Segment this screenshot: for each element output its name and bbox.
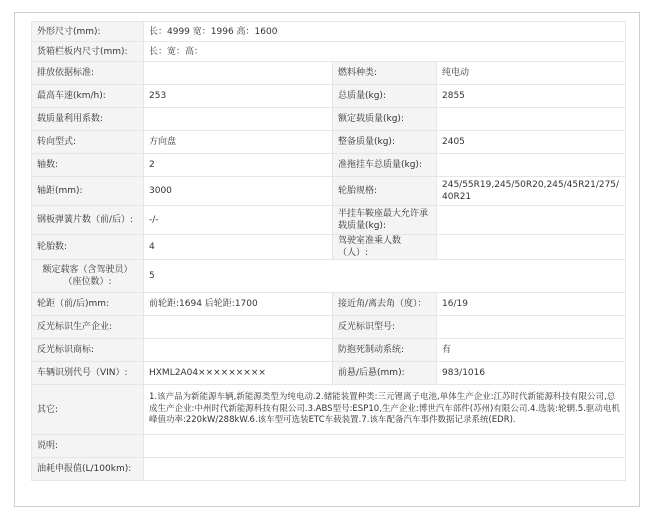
label-track: 轮距（前/后)mm: xyxy=(32,293,144,316)
label-fuel-type: 燃料种类: xyxy=(333,62,437,85)
label-tire-count: 轮胎数: xyxy=(32,235,144,260)
label-rated-load: 额定载质量(kg): xyxy=(333,108,437,131)
value-dimensions: 长：4999 宽：1996 高：1600 xyxy=(144,22,626,42)
value-steering: 方向盘 xyxy=(144,131,333,154)
label-vin: 车辆识别代号（VIN）: xyxy=(32,362,144,385)
label-springs: 钢板弹簧片数（前/后）: xyxy=(32,206,144,235)
value-rated-load xyxy=(437,108,626,131)
label-reflector-model: 反光标识型号: xyxy=(333,316,437,339)
label-total-mass: 总质量(kg): xyxy=(333,85,437,108)
value-approach-angle: 16/19 xyxy=(437,293,626,316)
label-trailer-mass: 准拖挂车总质量(kg): xyxy=(333,154,437,177)
label-reflector-brand: 反光标识商标: xyxy=(32,339,144,362)
value-reflector-maker xyxy=(144,316,333,339)
value-max-speed: 253 xyxy=(144,85,333,108)
value-total-mass: 2855 xyxy=(437,85,626,108)
label-notes: 说明: xyxy=(32,435,144,458)
value-reflector-brand xyxy=(144,339,333,362)
spec-row-fuel-consumption xyxy=(32,458,626,481)
label-curb-mass: 整备质量(kg): xyxy=(333,131,437,154)
label-emission: 排放依据标准: xyxy=(32,62,144,85)
value-other: 1.该产品为新能源车辆,新能源类型为纯电动.2.储能装置种类:三元锂离子电池,单体生产企业:江苏时代新能源科技有限公司,总成生产企业:中州时代新能源科技有限公司.3.ABS型号:ESP10,生产企业:博世汽车部件(苏州)有限公司.4.选装:轮辋.5.驱动电机峰值功率:220kW/288kW.6.该车型可选装ETC车载装置.7.该车配备汽车事件数据记录系统(EDR). xyxy=(144,385,626,435)
value-load-coef xyxy=(144,108,333,131)
label-overhang: 前悬/后悬(mm): xyxy=(333,362,437,385)
value-fuel-consumption xyxy=(144,458,626,481)
spec-row-wheelbase xyxy=(32,177,626,206)
value-overhang: 983/1016 xyxy=(437,362,626,385)
spec-row-cargo-box xyxy=(32,42,626,62)
vehicle-spec-table xyxy=(31,21,626,481)
spec-row-load-coef xyxy=(32,108,626,131)
label-abs: 防抱死制动系统: xyxy=(333,339,437,362)
value-wheelbase: 3000 xyxy=(144,177,333,206)
spec-row-axles xyxy=(32,154,626,177)
label-max-speed: 最高车速(km/h): xyxy=(32,85,144,108)
label-tire-spec: 轮胎规格: xyxy=(333,177,437,206)
value-springs: -/- xyxy=(144,206,333,235)
label-other: 其它: xyxy=(32,385,144,435)
value-fuel-type: 纯电动 xyxy=(437,62,626,85)
spec-row-notes xyxy=(32,435,626,458)
label-approach-angle: 接近角/离去角（度）： xyxy=(333,293,437,316)
value-saddle-load xyxy=(437,206,626,235)
label-steering: 转向型式: xyxy=(32,131,144,154)
spec-row-other xyxy=(32,385,626,435)
spec-row-passengers xyxy=(32,260,626,293)
spec-row-reflector-maker xyxy=(32,316,626,339)
value-rated-passengers: 5 xyxy=(144,260,626,293)
label-axles: 轴数: xyxy=(32,154,144,177)
value-cab-seats xyxy=(437,235,626,260)
spec-row-speed xyxy=(32,85,626,108)
value-curb-mass: 2405 xyxy=(437,131,626,154)
value-notes xyxy=(144,435,626,458)
label-reflector-maker: 反光标识生产企业: xyxy=(32,316,144,339)
value-trailer-mass xyxy=(437,154,626,177)
label-wheelbase: 轴距(mm): xyxy=(32,177,144,206)
label-dimensions: 外形尺寸(mm): xyxy=(32,22,144,42)
spec-row-dimensions xyxy=(32,22,626,42)
value-emission xyxy=(144,62,333,85)
label-cargo-box: 货箱栏板内尺寸(mm): xyxy=(32,42,144,62)
spec-row-emission xyxy=(32,62,626,85)
spec-row-track xyxy=(32,293,626,316)
value-track: 前轮距:1694 后轮距:1700 xyxy=(144,293,333,316)
label-rated-passengers: 额定载客（含驾驶员）（座位数）: xyxy=(32,260,144,293)
label-saddle-load: 半挂车鞍座最大允许承载质量(kg): xyxy=(333,206,437,235)
spec-row-reflector-brand xyxy=(32,339,626,362)
value-cargo-box: 长：宽：高： xyxy=(144,42,626,62)
value-vin: HXML2A04××××××××× xyxy=(144,362,333,385)
label-load-coef: 载质量利用系数: xyxy=(32,108,144,131)
value-axles: 2 xyxy=(144,154,333,177)
label-cab-seats: 驾驶室准乘人数（人）: xyxy=(333,235,437,260)
value-abs: 有 xyxy=(437,339,626,362)
spec-row-tires xyxy=(32,235,626,260)
label-fuel-consumption: 油耗申报值(L/100km): xyxy=(32,458,144,481)
spec-row-springs xyxy=(32,206,626,235)
spec-row-steering xyxy=(32,131,626,154)
value-reflector-model xyxy=(437,316,626,339)
spec-row-vin xyxy=(32,362,626,385)
value-tire-spec: 245/55R19,245/50R20,245/45R21/275/40R21 xyxy=(437,177,626,206)
value-tire-count: 4 xyxy=(144,235,333,260)
